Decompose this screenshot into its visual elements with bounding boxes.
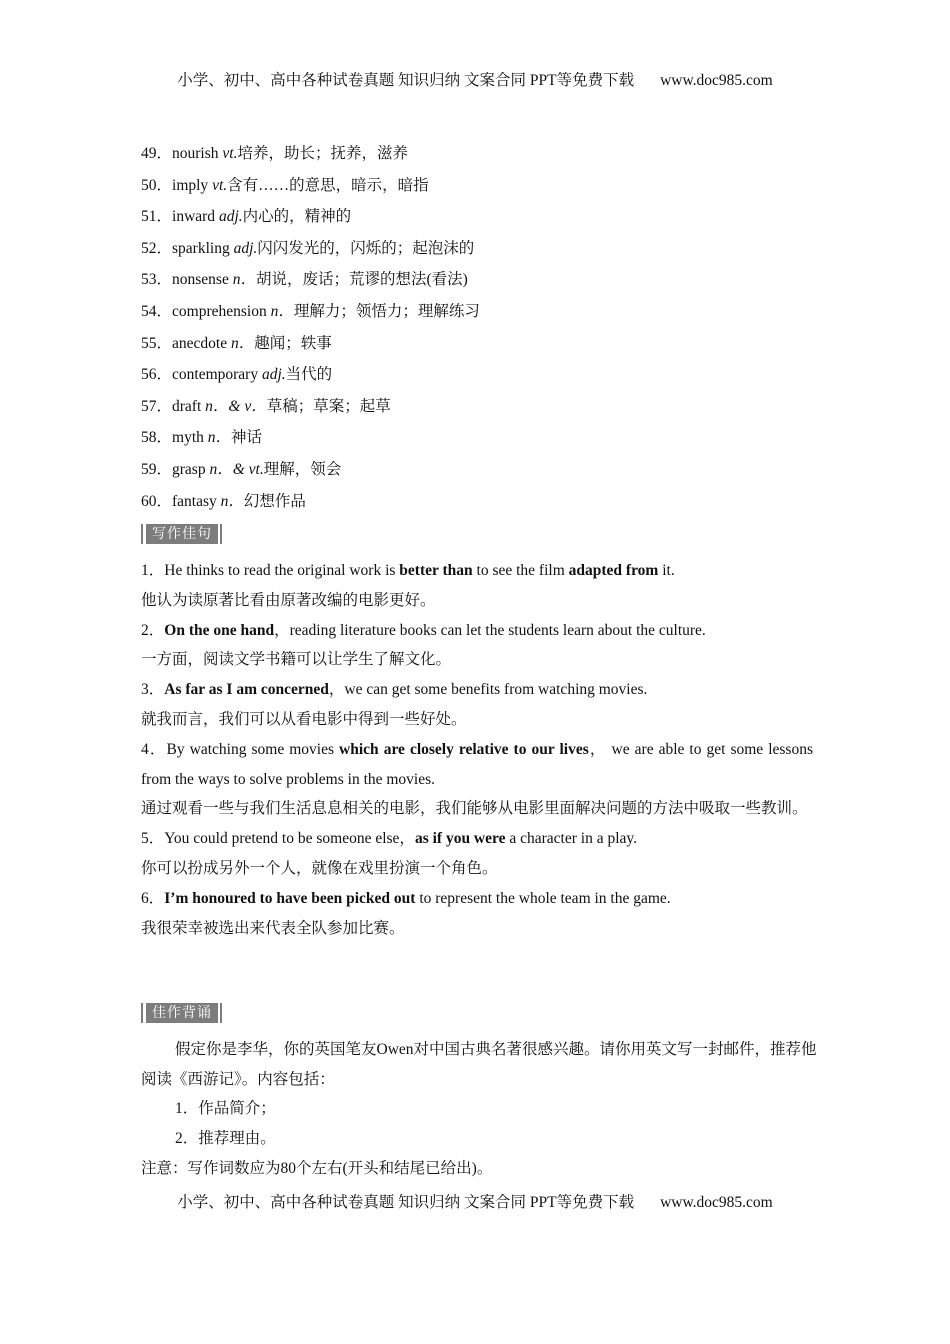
vocab-item: 54．comprehension n．理解力；领悟力；理解练习 bbox=[141, 302, 480, 320]
sentence-cn: 一方面，阅读文学书籍可以让学生了解文化。 bbox=[141, 651, 452, 669]
vocab-item: 53．nonsense n．胡说，废话；荒谬的想法(看法) bbox=[141, 271, 468, 289]
vocab-item: 51．inward adj.内心的，精神的 bbox=[141, 208, 352, 226]
header-site-link[interactable]: www.doc985.com bbox=[660, 72, 773, 89]
sentence-en: 4．By watching some movies which are closely relative to our lives， we are able to get some lessons from the ways to solve problems in the movies. bbox=[141, 740, 813, 788]
page-footer bbox=[0, 1190, 950, 1212]
vocab-item: 60．fantasy n．幻想作品 bbox=[141, 492, 306, 510]
sentence-en: 1．He thinks to read the original work is better than to see the film adapted from it. bbox=[141, 562, 675, 579]
vocab-item: 49．nourish vt.培养，助长；抚养，滋养 bbox=[141, 145, 408, 162]
vocab-item: 50．imply vt.含有……的意思，暗示，暗指 bbox=[141, 176, 429, 194]
sentence-cn: 通过观看一些与我们生活息息相关的电影，我们能够从电影里面解决问题的方法中吸取一些教训。 bbox=[141, 800, 808, 818]
sentence-cn: 就我而言，我们可以从看电影中得到一些好处。 bbox=[141, 710, 467, 728]
vocab-item: 55．anecdote n．趣闻；轶事 bbox=[141, 334, 332, 352]
section-label-model-essay: 佳作背诵 bbox=[141, 1003, 218, 1023]
sentence-en: 6．I’m honoured to have been picked out to represent the whole team in the game. bbox=[141, 889, 671, 907]
footer-site-link[interactable]: www.doc985.com bbox=[660, 1194, 773, 1211]
sentence-en: 5．You could pretend to be someone else，as if you were a character in a play. bbox=[141, 830, 638, 848]
sentence-cn: 你可以扮成另外一个人，就像在戏里扮演一个角色。 bbox=[141, 859, 498, 877]
task-note: 注意：写作词数应为80个左右(开头和结尾已给出)。 bbox=[141, 1160, 493, 1178]
vocabulary-list bbox=[141, 138, 480, 517]
sentence-en: 3．As far as I am concerned，we can get some benefits from watching movies. bbox=[141, 681, 648, 699]
section-label-writing-sentences: 写作佳句 bbox=[141, 524, 218, 544]
vocab-item: 52．sparkling adj.闪闪发光的，闪烁的；起泡沫的 bbox=[141, 239, 475, 257]
task-point: 1．作品简介； bbox=[175, 1100, 276, 1118]
task-point: 2．推荐理由。 bbox=[175, 1130, 276, 1148]
sentence-cn: 我很荣幸被选出来代表全队参加比赛。 bbox=[141, 919, 405, 937]
writing-task bbox=[141, 1035, 829, 1184]
footer-title: 小学、初中、高中各种试卷真题 知识归纳 文案合同 PPT等免费下载 bbox=[177, 1194, 635, 1211]
good-sentences-list bbox=[141, 556, 813, 943]
header-title: 小学、初中、高中各种试卷真题 知识归纳 文案合同 PPT等免费下载 bbox=[177, 72, 635, 89]
vocab-item: 58．myth n．神话 bbox=[141, 429, 263, 447]
page-header bbox=[0, 68, 950, 90]
task-prompt: 假定你是李华，你的英国笔友Owen对中国古典名著很感兴趣。请你用英文写一封邮件，推荐他阅读《西游记》。内容包括： bbox=[141, 1041, 817, 1088]
vocab-item: 56．contemporary adj.当代的 bbox=[141, 366, 333, 384]
vocab-item: 57．draft n．& v．草稿；草案；起草 bbox=[141, 397, 391, 415]
sentence-cn: 他认为读原著比看由原著改编的电影更好。 bbox=[141, 591, 436, 609]
sentence-en: 2．On the one hand，reading literature books can let the students learn about the culture. bbox=[141, 621, 706, 639]
vocab-item: 59．grasp n．& vt.理解，领会 bbox=[141, 460, 342, 478]
